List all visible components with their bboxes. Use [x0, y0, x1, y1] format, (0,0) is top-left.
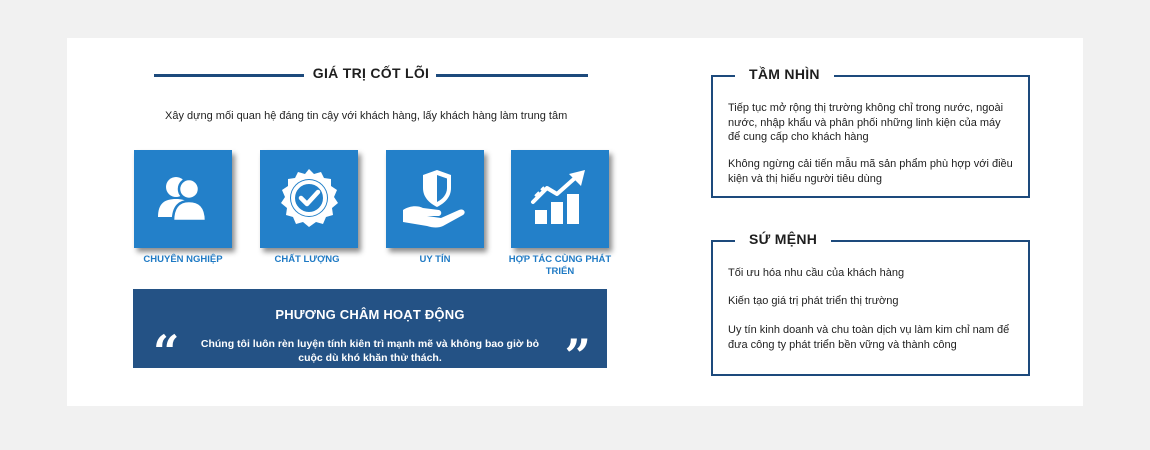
- core-values-title: GIÁ TRỊ CỐT LÕI: [312, 65, 430, 81]
- core-values-heading: [154, 64, 588, 86]
- motto-box: [133, 289, 607, 383]
- value-card-reputation: [386, 150, 484, 248]
- growth-chart-icon: [527, 166, 593, 232]
- vision-paragraph: Tiếp tục mở rộng thị trường không chỉ trong nước, ngoài nước, nhập khẩu và phân phối những linh kiện của máy để cung cấp cho khách hàng: [728, 102, 1004, 143]
- users-icon: [153, 169, 213, 229]
- value-label-cooperation: HỢP TÁC CÙNG PHÁT TRIỂN: [508, 254, 612, 277]
- value-label-reputation: UY TÍN: [419, 254, 451, 265]
- open-quote-icon: “: [153, 325, 180, 379]
- value-label-quality: CHẤT LƯỢNG: [274, 254, 340, 265]
- close-quote-icon: ”: [564, 329, 591, 383]
- value-card-cooperation: [511, 150, 609, 248]
- shield-hand-icon: [399, 166, 471, 232]
- motto-text: Chúng tôi luôn rèn luyện tính kiên trì mạnh mẽ và không bao giờ bỏ cuộc dù khó khăn thử thách.: [200, 338, 540, 364]
- value-label-professional: CHUYÊN NGHIỆP: [143, 254, 223, 265]
- value-card-professional: [134, 150, 232, 248]
- mission-box: [711, 231, 1030, 376]
- mission-paragraph: Kiến tạo giá trị phát triển thị trường: [728, 295, 899, 307]
- core-values-subtitle: Xây dựng mối quan hệ đáng tin cậy với khách hàng, lấy khách hàng làm trung tâm: [165, 110, 568, 122]
- heading-divider-right: [436, 74, 588, 77]
- mission-paragraph: Uy tín kinh doanh và chu toàn dịch vụ làm kim chỉ nam để đưa công ty phát triển bền vững và thành công: [728, 324, 1010, 351]
- vision-paragraph: Không ngừng cải tiến mẫu mã sản phẩm phù hợp với điều kiện và thị hiếu người tiêu dùng: [728, 158, 1013, 185]
- mission-title: SỨ MỆNH: [735, 231, 831, 247]
- vision-title: TẦM NHÌN: [735, 66, 834, 82]
- motto-title: PHƯƠNG CHÂM HOẠT ĐỘNG: [275, 307, 465, 322]
- quality-badge-icon: [276, 166, 342, 232]
- value-card-quality: [260, 150, 358, 248]
- mission-paragraph: Tối ưu hóa nhu cầu của khách hàng: [728, 267, 905, 279]
- vision-box: [711, 66, 1030, 198]
